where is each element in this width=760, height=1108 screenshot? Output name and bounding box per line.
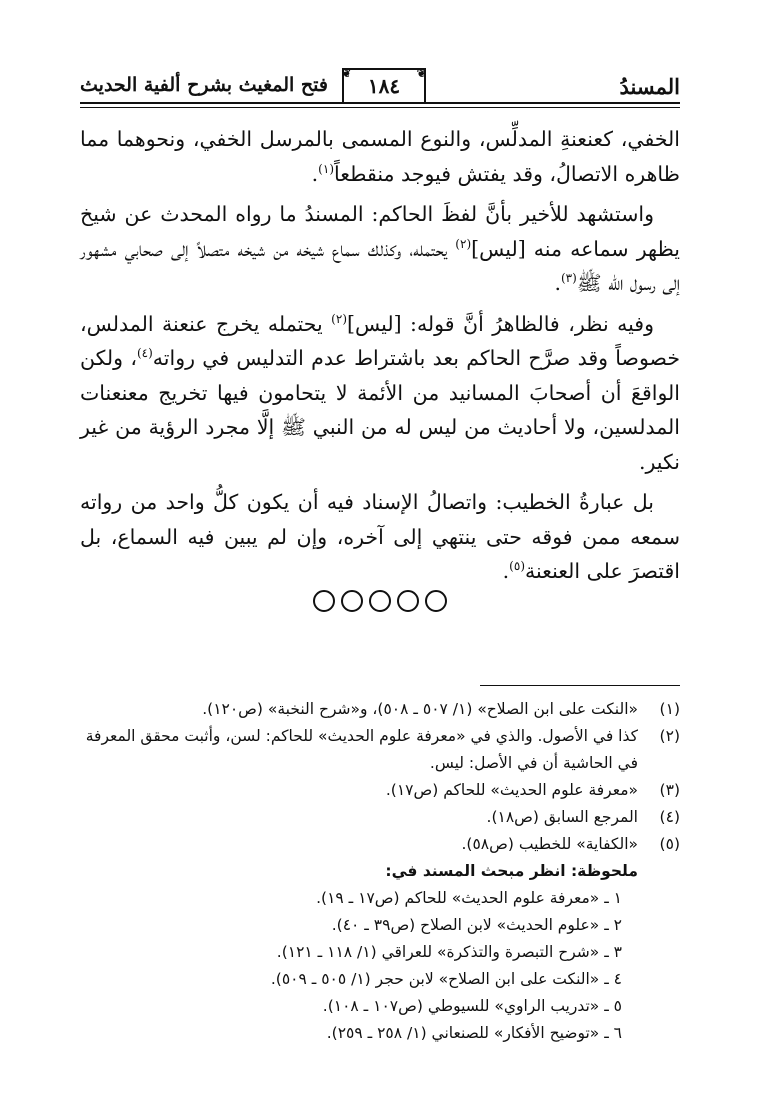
reference-item: ٣ ـ «شرح التبصرة والتذكرة» للعراقي (١/ ١١٨ ـ ١٢١). <box>276 943 622 961</box>
footnote-text: «النكت على ابن الصلاح» (١/ ٥٠٧ ـ ٥٠٨)، و«شرح النخبة» (ص١٢٠). <box>202 700 638 718</box>
footnote-text: المرجع السابق (ص١٨). <box>486 808 638 826</box>
footnote-number: (٥) <box>659 835 680 853</box>
footnote <box>80 831 680 858</box>
footnote <box>80 696 680 723</box>
reference-item: ٦ ـ «توضيح الأفكار» للصنعاني (١/ ٢٥٨ ـ ٢٥٩). <box>326 1024 622 1042</box>
footnotes <box>80 696 680 1047</box>
paragraph: وفيه نظر، فالظاهرُ أنَّ قوله: [ليس]$^{(٢)}$ يحتمله يخرج عنعنة المدلس، خصوصاً وقد صرَّح الحاكم بعد باشتراط عدم التدليس في رواته$^{(٤)}$، ولكن الواقعَ أن أصحابَ المسانيد من الأئمة لا يتحامون فيها تخريج معنعنات المدلسين، ولا أحاديث من ليس له من النبي ﷺ إلَّا مجرد الرؤية من غير نكير. <box>80 311 680 474</box>
footnote-text: «الكفاية» للخطيب (ص٥٨). <box>461 835 638 853</box>
footnote-separator <box>480 685 680 686</box>
footnote <box>80 804 680 831</box>
header-rule-thin <box>80 107 680 108</box>
page-header <box>80 68 680 112</box>
footnote-number: (٤) <box>659 808 680 826</box>
footnote-ref[interactable]: (٥) <box>509 559 525 574</box>
circle-ornament-icon <box>313 590 335 612</box>
reference-item: ٤ ـ «النكت على ابن الصلاح» لابن حجر (١/ ٥٠٥ ـ ٥٠٩). <box>270 970 622 988</box>
section-title: المسندُ <box>619 74 680 99</box>
footnote-text: «معرفة علوم الحديث» للحاكم (ص١٧). <box>385 781 638 799</box>
section-divider <box>0 590 760 617</box>
footnote-ref[interactable]: (٢) <box>331 311 347 326</box>
circle-ornament-icon <box>397 590 419 612</box>
reference-item: ٢ ـ «علوم الحديث» لابن الصلاح (ص٣٩ ـ ٤٠). <box>331 916 622 934</box>
circle-ornament-icon <box>369 590 391 612</box>
corner-ornament-icon: ❦ <box>416 67 426 80</box>
note-label: ملحوظة: انظر مبحث المسند في: <box>385 862 638 880</box>
footnote-ref[interactable]: (٢) <box>455 236 472 251</box>
corner-ornament-icon: ❦ <box>342 67 352 80</box>
paragraph: واستشهد للأخير بأنَّ لفظَ الحاكم: المسندُ ما رواه المحدث عن شيخ يظهر سماعه منه [ليس]$^{(٢)}$ يحتمله، وكذلك سماع شيخه من شيخه متصلاً إلى صحابي مشهور إلى رسول الله ﷺ$^{(٣)}$. <box>80 202 680 295</box>
header-rule <box>80 102 680 104</box>
book-title: فتح المغيث بشرح ألفية الحديث <box>80 74 328 96</box>
footnote-number: (٢) <box>659 727 680 745</box>
reference-item: ١ ـ «معرفة علوم الحديث» للحاكم (ص١٧ ـ ١٩). <box>316 889 622 907</box>
reference-item: ٥ ـ «تدريب الراوي» للسيوطي (ص١٠٧ ـ ١٠٨). <box>322 997 622 1015</box>
footnote-text: كذا في الأصول. والذي في «معرفة علوم الحديث» للحاكم: لسن، وأثبت محقق المعرفة في الحاشية أن في الأصل: ليس. <box>85 727 638 772</box>
circle-ornament-icon <box>341 590 363 612</box>
footnote <box>80 723 680 777</box>
footnote-number: (٣) <box>659 781 680 799</box>
footnote-ref[interactable]: (٣) <box>560 271 577 286</box>
paragraph: بل عبارةُ الخطيب: واتصالُ الإسناد فيه أن يكون كلُّ واحد من رواته سمعه ممن فوقه حتى ينتهي إلى آخره، وإن لم يبين فيه السماع، بل اقتصرَ على العنعنة$^{(٥)}$. <box>80 490 680 583</box>
page-number: ١٨٤ <box>367 74 401 98</box>
footnote-number: (١) <box>659 700 680 718</box>
footnote-ref[interactable]: (١) <box>318 161 334 176</box>
main-text <box>80 122 680 595</box>
paragraph: الخفي، كعنعنةِ المدلِّس، والنوع المسمى بالمرسل الخفي، ونحوهما مما ظاهره الاتصالُ، وقد يفتش فيوجد منقطعاً$^{(١)}$. <box>80 127 680 186</box>
footnote-ref[interactable]: (٤) <box>136 346 153 361</box>
circle-ornament-icon <box>425 590 447 612</box>
footnote <box>80 777 680 804</box>
page-number-box <box>342 68 426 104</box>
